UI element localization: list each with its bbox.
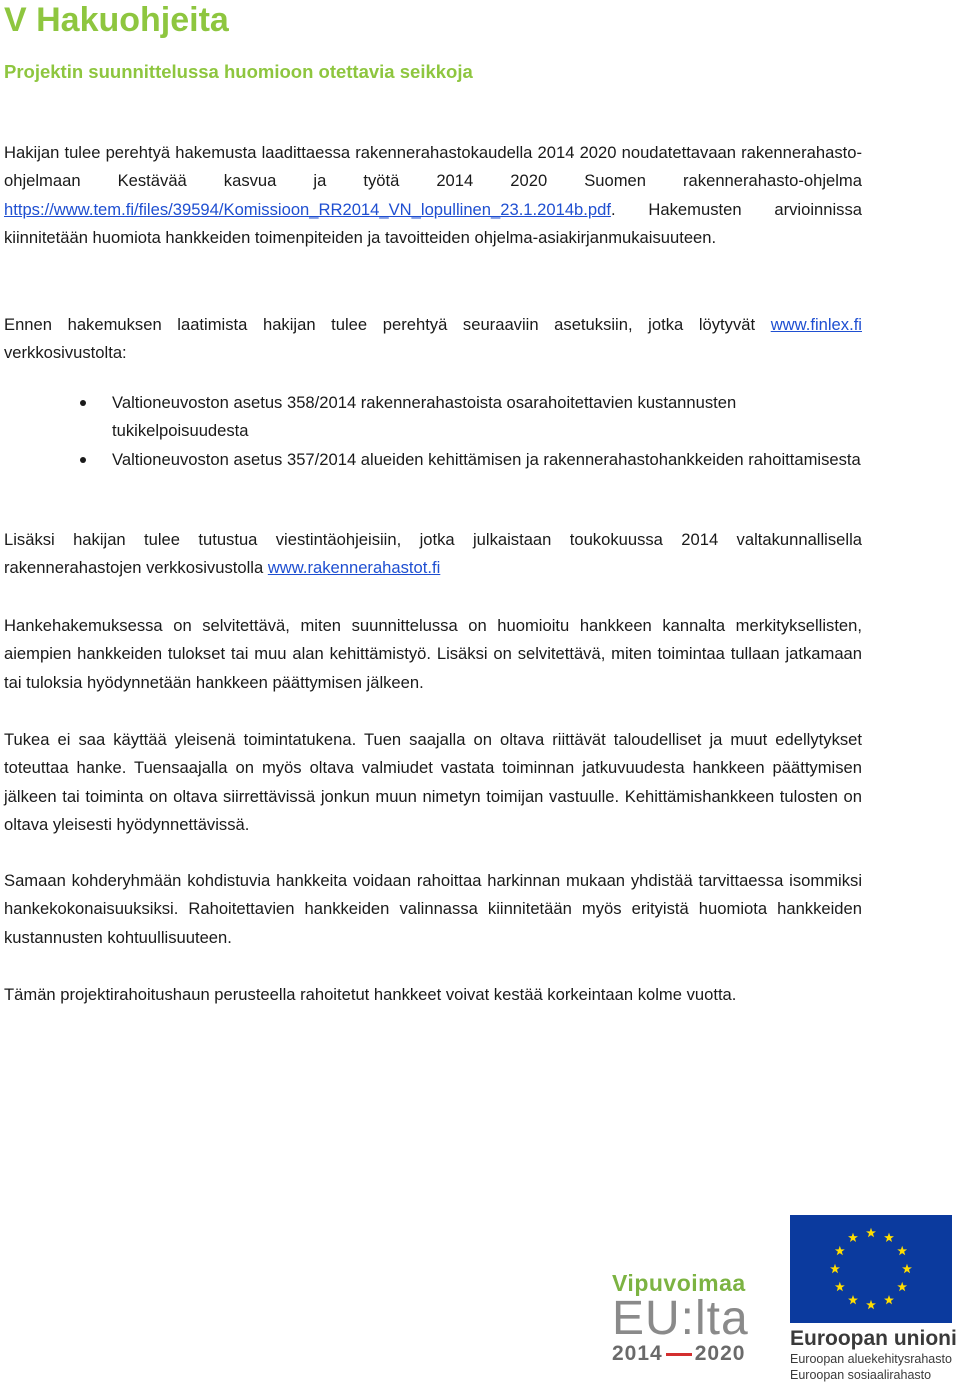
intro-paragraph bbox=[4, 139, 862, 253]
page-subtitle: Projektin suunnittelussa huomioon otettavia seikkoja bbox=[4, 61, 473, 82]
logo-years bbox=[612, 1342, 762, 1366]
regulations-list bbox=[4, 389, 862, 474]
list-item bbox=[4, 446, 862, 474]
tem-pdf-link[interactable]: https://www.tem.fi/files/39594/Komissioon_RR2014_VN_lopullinen_23.1.2014b.pdf bbox=[4, 199, 611, 219]
regulations-text: Ennen hakemuksen laatimista hakijan tulee perehtyä seuraaviin asetuksiin, jotka löytyvät bbox=[4, 315, 771, 334]
rakennerahastot-link[interactable]: www.rakennerahastot.fi bbox=[267, 558, 441, 578]
regulations-paragraph bbox=[4, 311, 862, 368]
bullet-icon bbox=[80, 400, 86, 406]
logo-year-start: 2014 bbox=[612, 1342, 663, 1365]
list-item-text: Valtioneuvoston asetus 357/2014 alueiden kehittämisen ja rakennerahastohankkeiden rahoittamisesta bbox=[112, 449, 861, 469]
support-paragraph: Tukea ei saa käyttää yleisenä toimintatukena. Tuen saajalla on oltava riittävät taloudelliset ja muut edellytykset toteuttaa hanke. Tuensaajalla on myös oltava valmiudet vastata toiminnan jatkuvuudesta hankkeen päättymisen jälkeen tai toiminta on oltava siirrettävissä jonkun muun nimetyn toimijan vastuulle. Kehittämishankkeen tulosten on oltava yleisesti hyödynnettävissä. bbox=[4, 730, 862, 835]
list-item-text: Valtioneuvoston asetus 358/2014 rakennerahastoista osarahoitettavien kustannusten tukikelpoisuudesta bbox=[112, 393, 737, 441]
intro-text-end: . Hakemusten arvioinnissa kiinnitetään huomiota hankkeiden toimenpiteiden ja tavoitteiden ohjelma-asiakirjanmukaisuuteen. bbox=[4, 199, 862, 248]
eu-logo bbox=[790, 1215, 955, 1383]
eu-name: Euroopan unioni bbox=[790, 1327, 957, 1350]
regulations-text-end: verkkosivustolta: bbox=[4, 343, 127, 363]
list-item bbox=[4, 389, 862, 446]
vipuvoimaa-logo bbox=[612, 1270, 762, 1370]
duration-paragraph: Tämän projektirahoitushaun perusteella rahoitetut hankkeet voivat kestää korkeintaan kolme vuotta. bbox=[4, 985, 737, 1004]
eu-fund-regional: Euroopan aluekehitysrahasto bbox=[790, 1352, 952, 1366]
eulta-logo-text: EU:lta bbox=[612, 1292, 749, 1345]
finlex-link[interactable]: www.finlex.fi bbox=[770, 315, 862, 334]
page-title: V Hakuohjeita bbox=[4, 1, 229, 39]
planning-paragraph: Hankehakemuksessa on selvitettävä, miten suunnittelussa on huomioitu hankkeen kannalta merkityksellisten, aiempien hankkeiden tulokset tai muu alan kehittämistyö. Lisäksi on selvitettävä, miten toimintaa tullaan jatkamaan tai tuloksia hyödynnetään hankkeen päättymisen jälkeen. bbox=[4, 616, 862, 692]
target-group-paragraph: Samaan kohderyhmään kohdistuvia hankkeita voidaan rahoittaa harkinnan mukaan yhdistää tarvittaessa isommiksi hankekokonaisuuksiksi. Rahoitettavien hankkeiden valinnassa kiinnitetään myös erityistä huomiota hankkeiden kustannusten kohtuullisuuteen. bbox=[4, 871, 862, 947]
eu-fund-social: Euroopan sosiaalirahasto bbox=[790, 1368, 932, 1382]
eu-flag-icon bbox=[790, 1215, 952, 1323]
communications-text: Lisäksi hakijan tulee tutustua viestintäohjeisiin, jotka julkaistaan toukokuussa 2014 valtakunnallisella rakennerahastojen verkkosivustolla bbox=[4, 530, 862, 578]
red-dash-icon bbox=[666, 1353, 692, 1356]
logo-year-end: 2020 bbox=[694, 1342, 746, 1365]
intro-text: Hakijan tulee perehtyä hakemusta laadittaessa rakennerahastokaudella 2014 2020 noudatettavaan rakennerahasto-ohjelmaan Kestävää kasvua ja työtä 2014 2020 Suomen rakennerahasto-ohjelma bbox=[4, 143, 862, 191]
communications-paragraph bbox=[4, 526, 862, 583]
bullet-icon bbox=[80, 457, 86, 463]
vipuvoimaa-logo-text: Vipuvoimaa bbox=[612, 1270, 746, 1296]
